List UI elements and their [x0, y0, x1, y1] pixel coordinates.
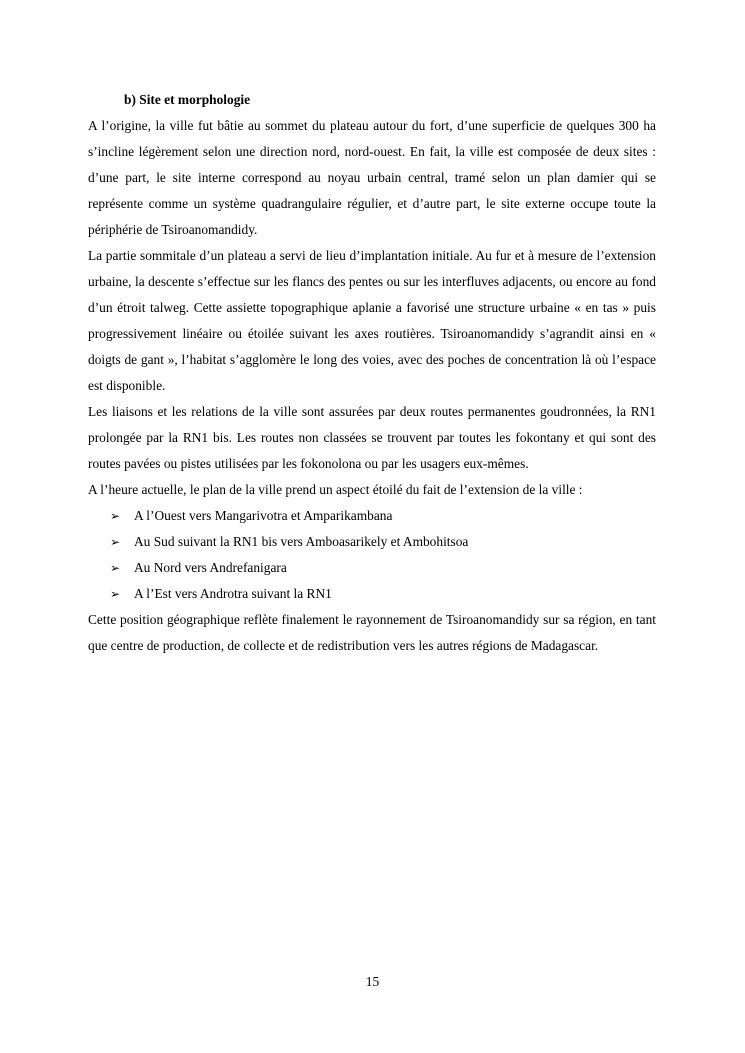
paragraph-plateau: La partie sommitale d’un plateau a servi de lieu d’implantation initiale. Au fur et à mesure de l’extension urbaine, la descente s’effectue sur les flancs des pentes ou sur les interfluves adjacents, ou encore au fond d’un étroit talweg. Cette assiette topographique aplanie a favorisé une structure urbaine « en tas » puis progressivement linéaire ou étoilée suivant les axes routières. Tsiroanomandidy s’agrandit ainsi en « doigts de gant », l’habitat s’agglomère le long des voies, avec des poches de concentration là où l’espace est disponible.: [88, 248, 656, 393]
direction-list: [88, 503, 656, 607]
list-item: [88, 503, 656, 529]
arrow-bullet-icon: ➢: [110, 561, 121, 575]
section-heading: b) Site et morphologie: [124, 92, 251, 107]
list-item: [88, 555, 656, 581]
page-number: 15: [365, 974, 380, 989]
list-item-text: Au Sud suivant la RN1 bis vers Amboasarikely et Ambohitsoa: [134, 534, 469, 549]
list-item-text: A l’Ouest vers Mangarivotra et Amparikambana: [134, 508, 393, 523]
paragraph-plan-intro: A l’heure actuelle, le plan de la ville prend un aspect étoilé du fait de l’extension de la ville :: [88, 482, 583, 497]
paragraph-liaisons: Les liaisons et les relations de la ville sont assurées par deux routes permanentes goudronnées, la RN1 prolongée par la RN1 bis. Les routes non classées se trouvent par toutes les fokontany et qui sont des routes pavées ou pistes utilisées par les fokonolona ou par les usagers eux-mêmes.: [88, 404, 656, 471]
list-item-text: Au Nord vers Andrefanigara: [134, 560, 287, 575]
arrow-bullet-icon: ➢: [110, 535, 121, 549]
page-content: [88, 87, 656, 659]
arrow-bullet-icon: ➢: [110, 509, 121, 523]
list-item: [88, 529, 656, 555]
list-item: [88, 581, 656, 607]
arrow-bullet-icon: ➢: [110, 587, 121, 601]
list-item-text: A l’Est vers Androtra suivant la RN1: [134, 586, 332, 601]
paragraph-closing: Cette position géographique reflète finalement le rayonnement de Tsiroanomandidy sur sa région, en tant que centre de production, de collecte et de redistribution vers les autres régions de Madagascar.: [88, 612, 656, 653]
paragraph-origin: A l’origine, la ville fut bâtie au sommet du plateau autour du fort, d’une superficie de quelques 300 ha s’incline légèrement selon une direction nord, nord-ouest. En fait, la ville est composée de deux sites : d’une part, le site interne correspond au noyau urbain central, tramé selon un plan damier qui se représente comme un système quadrangulaire régulier, et d’autre part, le site externe occupe toute la périphérie de Tsiroanomandidy.: [88, 118, 656, 237]
